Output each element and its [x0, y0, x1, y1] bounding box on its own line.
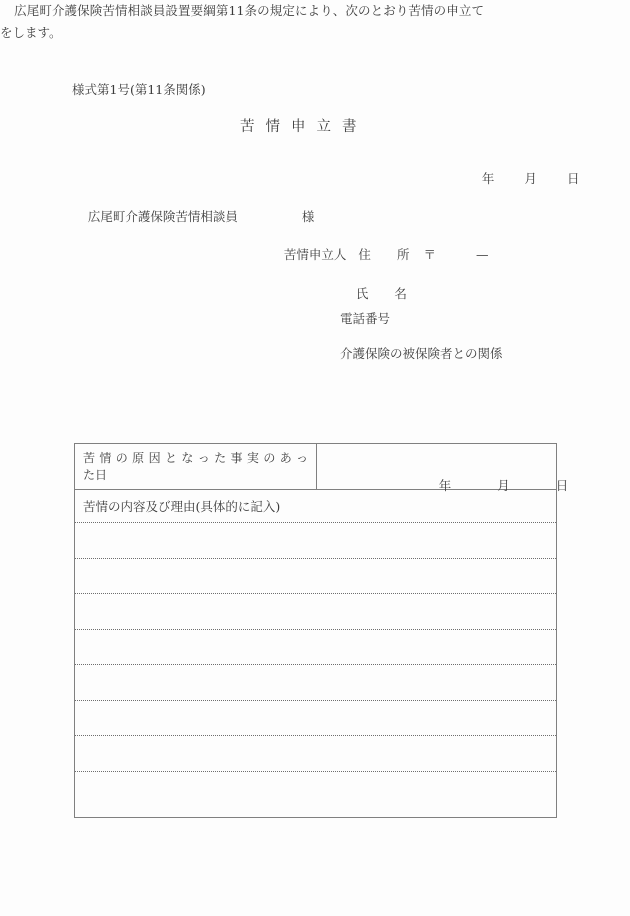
addressee-office: 広尾町介護保険苦情相談員 — [87, 208, 238, 224]
ruled-line — [75, 735, 556, 736]
postal-code-dash: — — [475, 246, 489, 262]
date-month-label: 月 — [524, 170, 537, 186]
body-paragraph — [0, 0, 484, 44]
complaint-form-table — [74, 443, 569, 818]
addressee-line — [72, 198, 314, 236]
ruled-line — [75, 558, 556, 559]
ruled-line — [75, 629, 556, 630]
incident-year-label: 年 — [438, 478, 452, 493]
date-year-label: 年 — [481, 170, 495, 186]
complaint-content-cell[interactable] — [75, 490, 556, 818]
addressee-honorific: 様 — [301, 208, 315, 224]
submission-date-line — [466, 160, 579, 198]
date-day-label: 日 — [566, 170, 580, 186]
ruled-line — [75, 522, 556, 523]
postal-code-icon: 〒 — [423, 246, 436, 262]
name-label-first: 氏 — [355, 285, 369, 301]
writing-ruled-lines — [75, 490, 556, 818]
incident-date-label-line1: 苦情の原因となった事実のあっ — [83, 451, 308, 465]
address-label-second: 所 — [396, 246, 410, 262]
applicant-role-label: 苦情申立人 — [283, 246, 347, 262]
applicant-name-row — [340, 275, 407, 313]
ruled-line — [75, 771, 556, 772]
form-number-label: 様式第1号(第11条関係) — [72, 82, 206, 97]
incident-date-label-line2: た日 — [83, 468, 108, 483]
applicant-phone-label: 電話番号 — [340, 311, 391, 326]
address-label-first: 住 — [358, 246, 371, 262]
applicant-address-row — [268, 236, 488, 274]
incident-day-label: 日 — [555, 478, 569, 493]
ruled-line — [75, 700, 556, 701]
incident-date-row — [75, 444, 569, 493]
document-title: 苦情申立書 — [240, 119, 368, 135]
body-paragraph-text: 広尾町介護保険苦情相談員設置要綱第11条の規定により、次のとおり苦情の申立てをします。 — [0, 3, 484, 40]
name-label-second: 名 — [394, 285, 407, 301]
incident-date-label-cell — [75, 444, 317, 489]
complaint-content-label: 苦情の内容及び理由(具体的に記入) — [83, 499, 281, 514]
incident-date-value-cell[interactable] — [317, 444, 569, 493]
applicant-relation-label: 介護保険の被保険者との関係 — [340, 346, 503, 361]
ruled-line — [75, 593, 556, 594]
incident-month-label: 月 — [497, 478, 510, 493]
ruled-line — [75, 664, 556, 665]
